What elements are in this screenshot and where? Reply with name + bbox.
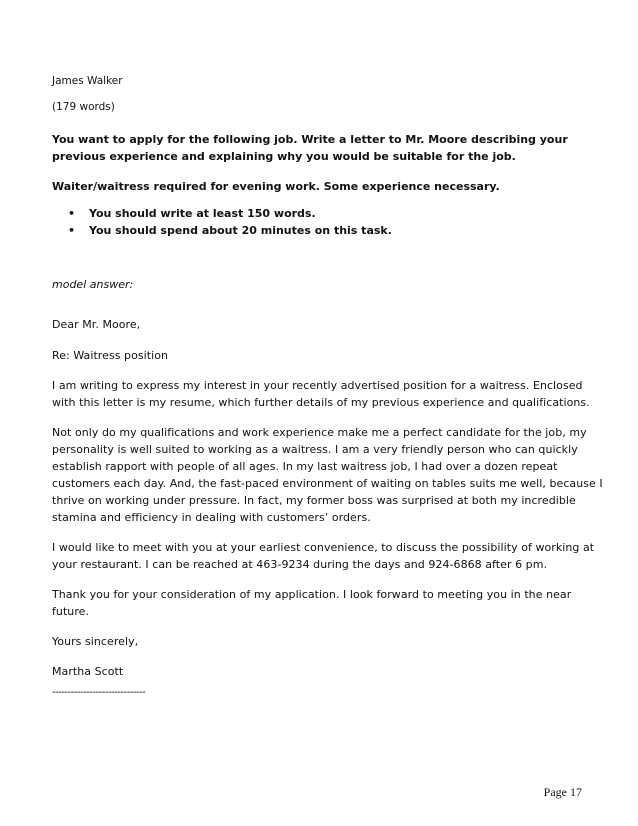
paragraph-2-line: customers each day. And, the fast-paced environment of waiting on tables suits me well, because I: [52, 477, 603, 490]
bullet-icon: •: [68, 207, 76, 220]
paragraph-2-line: Not only do my qualifications and work experience make me a perfect candidate for the job, my: [52, 426, 587, 439]
letter-subject: Re: Waitress position: [52, 349, 169, 362]
letter-signature: Martha Scott: [52, 665, 124, 678]
paragraph-4-line: future.: [52, 605, 90, 618]
word-count: (179 words): [52, 101, 115, 113]
dashed-rule: ------------------------------: [52, 687, 146, 698]
author-name: James Walker: [52, 75, 123, 87]
letter-closing: Yours sincerely,: [52, 635, 139, 648]
paragraph-2-line: stamina and efficiency in dealing with customers’ orders.: [52, 511, 371, 524]
paragraph-3-line: your restaurant. I can be reached at 463-9234 during the days and 924-6868 after 6 pm.: [52, 558, 548, 571]
task-instruction-line-1: You want to apply for the following job. Write a letter to Mr. Moore describing your: [52, 133, 568, 146]
paragraph-2-line: thrive on working under pressure. In fact, my former boss was surprised at both my incredible: [52, 494, 576, 507]
paragraph-3-line: I would like to meet with you at your earliest convenience, to discuss the possibility of working at: [52, 541, 595, 554]
paragraph-1-line: with this letter is my resume, which further details of my previous experience and qualifications.: [52, 396, 590, 409]
page-number: Page 17: [543, 785, 582, 799]
paragraph-2-line: establish rapport with people of all ages. In my last waitress job, I had over a dozen repeat: [52, 460, 558, 473]
task-bullet-1: You should write at least 150 words.: [89, 207, 316, 220]
job-advert: Waiter/waitress required for evening work. Some experience necessary.: [52, 180, 500, 193]
paragraph-1-line: I am writing to express my interest in your recently advertised position for a waitress. Enclosed: [52, 379, 583, 392]
bullet-icon: •: [68, 224, 76, 237]
letter-salutation: Dear Mr. Moore,: [52, 318, 141, 331]
model-answer-label: model answer:: [52, 278, 134, 291]
task-instruction-line-2: previous experience and explaining why you would be suitable for the job.: [52, 150, 516, 163]
task-bullet-2: You should spend about 20 minutes on this task.: [89, 224, 392, 237]
paragraph-2-line: personality is well suited to working as a waitress. I am a very friendly person who can quickly: [52, 443, 578, 456]
paragraph-4-line: Thank you for your consideration of my application. I look forward to meeting you in the near: [52, 588, 572, 601]
